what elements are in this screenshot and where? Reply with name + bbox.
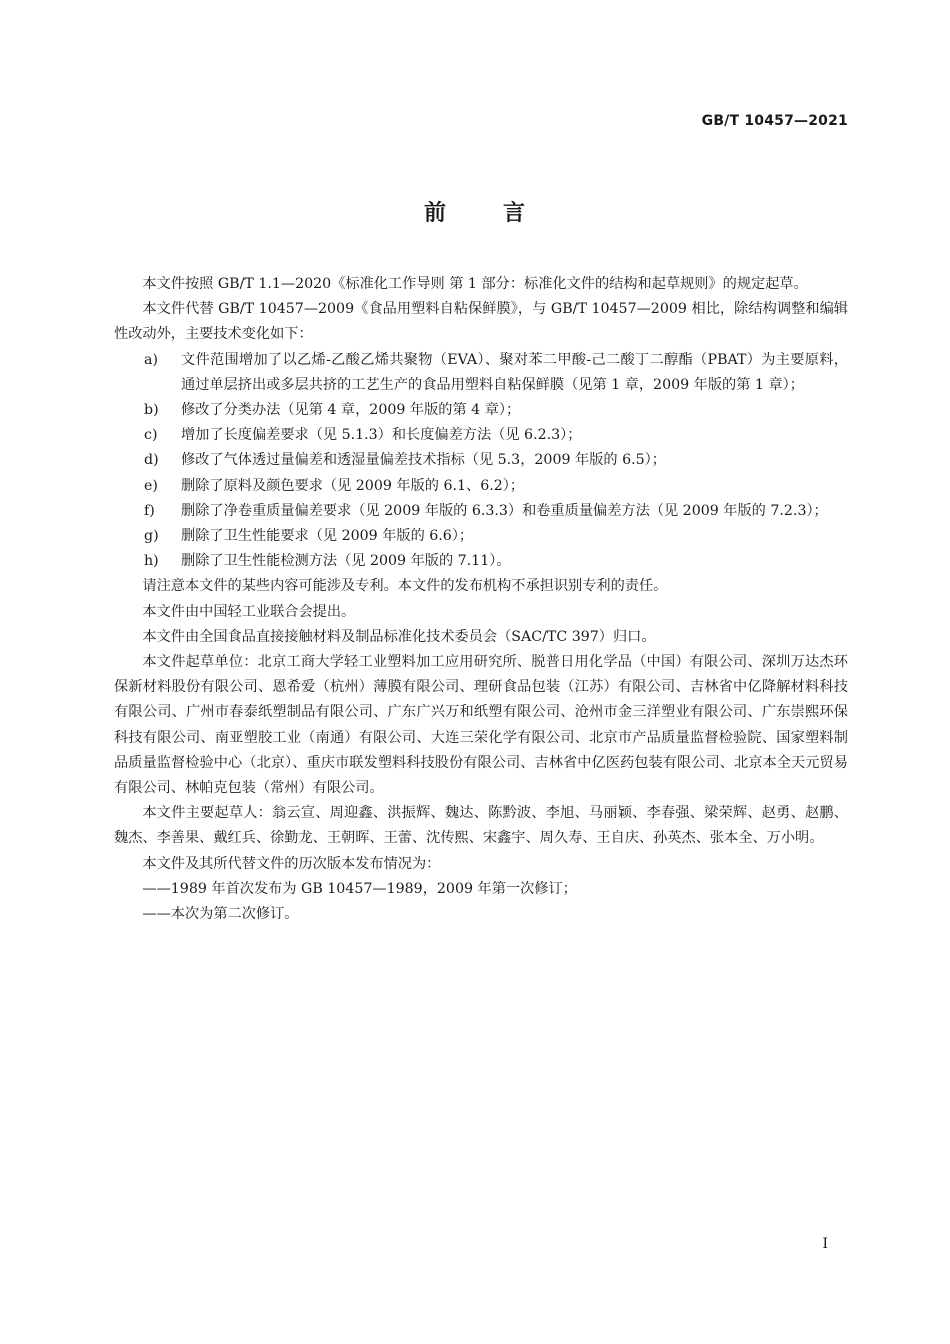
list-item-text: 删除了原料及颜色要求（见 2009 年版的 6.1、6.2）； xyxy=(181,477,525,494)
list-marker: c) xyxy=(144,427,158,444)
paragraph-proposed-by: 本文件由中国轻工业联合会提出。 xyxy=(142,603,356,620)
standard-number-header: GB/T 10457—2021 xyxy=(701,113,848,129)
paragraph-drafting-rules: 本文件按照 GB/T 1.1—2020《标准化工作导则 第 1 部分：标准化文件的结构和起草规则》的规定起草。 xyxy=(142,276,808,292)
list-item xyxy=(114,423,848,448)
paragraph-patent-notice: 请注意本文件的某些内容可能涉及专利。本文件的发布机构不承担识别专利的责任。 xyxy=(142,578,668,595)
list-marker: f) xyxy=(144,502,155,519)
list-item-text: 增加了长度偏差要求（见 5.1.3）和长度偏差方法（见 6.2.3）； xyxy=(181,427,582,444)
list-marker: g) xyxy=(144,528,159,545)
list-item-text: 删除了净卷重质量偏差要求（见 2009 年版的 6.3.3）和卷重质量偏差方法（见 2009 年版的 7.2.3）； xyxy=(181,502,828,519)
list-item-text: 文件范围增加了以乙烯-乙酸乙烯共聚物（EVA）、聚对苯二甲酸-己二酸丁二醇酯（PBAT）为主要原料，通过单层挤出或多层共挤的工艺生产的食品用塑料自粘保鲜膜（见第 1 章，2009 年版的第 1 章）； xyxy=(181,351,848,393)
list-marker: b) xyxy=(144,402,159,419)
list-marker: a) xyxy=(144,351,158,368)
paragraph-replaces: 本文件代替 GB/T 10457—2009《食品用塑料自粘保鲜膜》，与 GB/T 10457—2009 相比，除结构调整和编辑性改动外，主要技术变化如下： xyxy=(114,301,848,343)
paragraph-drafters: 本文件主要起草人：翁云宣、周迎鑫、洪振辉、魏达、陈黔波、李旭、马丽颖、李春强、梁荣辉、赵勇、赵鹏、魏杰、李善果、戴红兵、徐勤龙、王朝晖、王蕾、沈传熙、宋鑫宇、周久寿、王自庆、孙英杰、张本全、万小明。 xyxy=(114,805,848,847)
page-number: I xyxy=(822,1236,828,1252)
list-item xyxy=(114,448,848,473)
list-item xyxy=(114,474,848,499)
paragraph-managed-by: 本文件由全国食品直接接触材料及制品标准化技术委员会（SAC/TC 397）归口。 xyxy=(142,628,656,645)
page-title xyxy=(0,196,950,227)
list-item-text: 删除了卫生性能检测方法（见 2009 年版的 7.11）。 xyxy=(181,553,511,570)
list-item-text: 删除了卫生性能要求（见 2009 年版的 6.6）； xyxy=(181,528,474,545)
paragraph-history-intro: 本文件及其所代替文件的历次版本发布情况为： xyxy=(142,855,441,872)
list-marker: d) xyxy=(144,452,159,469)
list-item xyxy=(114,524,848,549)
list-marker: h) xyxy=(144,553,159,570)
title-char-2: 言 xyxy=(503,201,527,226)
paragraph-drafting-units: 本文件起草单位：北京工商大学轻工业塑料加工应用研究所、脱普日用化学品（中国）有限公司、深圳万达杰环保新材料股份有限公司、恩希爱（杭州）薄膜有限公司、理研食品包装（江苏）有限公司、吉林省中亿降解材料科技有限公司、广州市春泰纸塑制品有限公司、广东广兴万和纸塑有限公司、沧州市金三洋塑业有限公司、广东崇熙环保科技有限公司、南亚塑胶工业（南通）有限公司、大连三荣化学有限公司、北京市产品质量监督检验院、国家塑料制品质量监督检验中心（北京）、重庆市联发塑料科技股份有限公司、吉林省中亿医药包装有限公司、北京本全天元贸易有限公司、林帕克包装（常州）有限公司。 xyxy=(114,654,848,797)
title-char-1: 前 xyxy=(423,201,447,226)
history-item: ——1989 年首次发布为 GB 10457—1989，2009 年第一次修订； xyxy=(142,880,577,897)
foreword-body xyxy=(114,272,848,927)
list-item xyxy=(114,549,848,574)
list-item xyxy=(114,398,848,423)
list-marker: e) xyxy=(144,477,158,494)
list-item xyxy=(114,348,848,398)
list-item-text: 修改了分类办法（见第 4 章，2009 年版的第 4 章）； xyxy=(181,402,521,419)
list-item xyxy=(114,499,848,524)
changes-list xyxy=(114,348,848,575)
history-item: ——本次为第二次修订。 xyxy=(142,906,299,923)
list-item-text: 修改了气体透过量偏差和透湿量偏差技术指标（见 5.3，2009 年版的 6.5）； xyxy=(181,452,666,469)
